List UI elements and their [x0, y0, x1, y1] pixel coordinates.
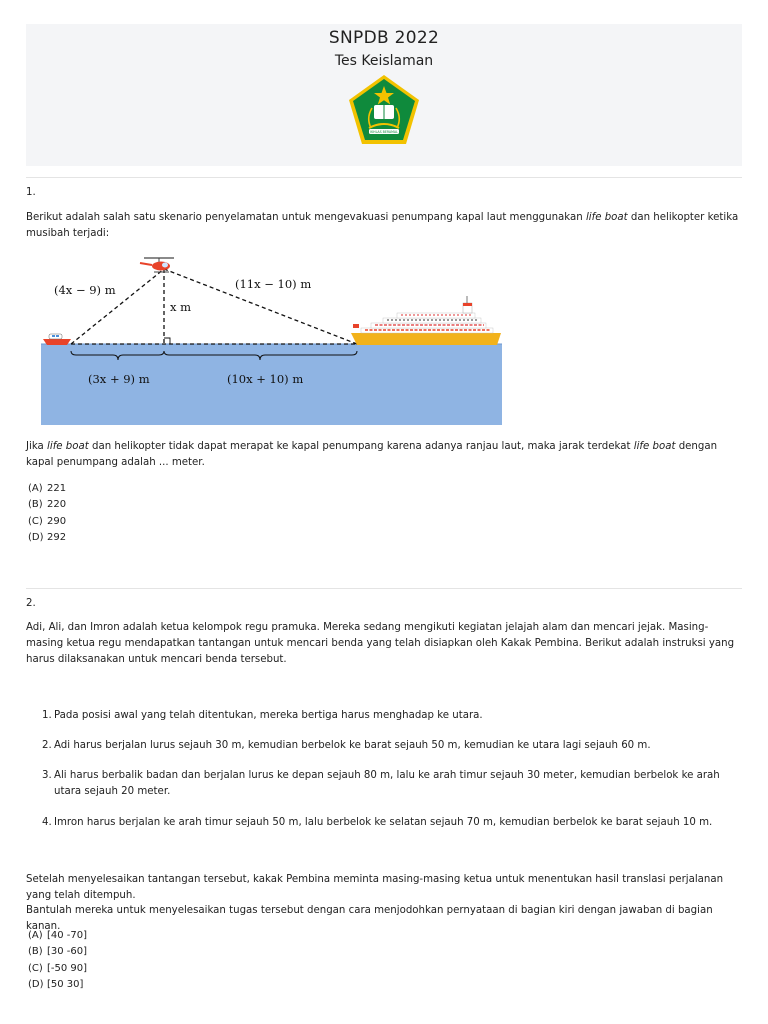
question-2-closing-1: Setelah menyelesaikan tantangan tersebut, kakak Pembina meminta masing-masing ketua untuk menentukan hasil translasi perjalanan yang telah ditempuh.: [26, 874, 724, 901]
left-base-label: (3x + 9) m: [88, 372, 150, 386]
stem-emphasis: life boat: [633, 441, 676, 452]
option-b[interactable]: [28, 497, 66, 513]
instruction-number: 1.: [42, 710, 52, 721]
right-slant-label: (11x − 10) m: [235, 277, 312, 291]
option-text: 290: [47, 515, 67, 527]
option-key: (A): [28, 930, 43, 941]
intro-text: Berikut adalah salah satu skenario penyelamatan untuk mengevakuasi penumpang kapal laut menggunakan: [26, 212, 586, 223]
logo-motto: IKHLAS BERAMAL: [370, 130, 398, 134]
instruction-text: Adi harus berjalan lurus sejauh 30 m, kemudian berbelok ke barat sejauh 50 m, kemudian ke utara lagi sejauh 60 m.: [54, 740, 651, 751]
option-d[interactable]: [28, 977, 87, 993]
question-2-closing-2: Bantulah mereka untuk menyelesaikan tugas tersebut dengan cara menjodohkan pernyataan di bagian kiri dengan jawaban di bagian kanan.: [26, 905, 713, 932]
option-d[interactable]: [28, 530, 66, 546]
divider: [26, 588, 742, 589]
exam-subtitle: Tes Keislaman: [334, 53, 434, 69]
option-c[interactable]: [28, 961, 87, 977]
instruction-number: 2.: [42, 740, 52, 751]
instruction-number: 4.: [42, 817, 52, 828]
right-base-label: (10x + 10) m: [227, 372, 304, 386]
question-1-intro: [26, 210, 742, 242]
option-a[interactable]: [28, 928, 87, 944]
intro-text: dan helikopter ketika musibah terjadi:: [26, 212, 739, 239]
option-key: (C): [28, 515, 43, 527]
intro-emphasis: life boat: [585, 212, 628, 223]
instruction-text: Ali harus berbalik badan dan berjalan lurus ke depan sejauh 80 m, lalu ke arah timur sejauh 30 meter, kemudian berbelok ke arah utara sejauh 20 meter.: [54, 770, 720, 797]
instruction-number: 3.: [42, 770, 52, 781]
option-text: [40 -70]: [47, 930, 88, 941]
option-a[interactable]: [28, 481, 66, 497]
height-label: x m: [170, 300, 192, 314]
stem-text: Jika: [26, 441, 48, 452]
divider: [26, 177, 742, 178]
stem-emphasis: life boat: [47, 441, 89, 452]
instruction-text: Pada posisi awal yang telah ditentukan, mereka bertiga harus menghadap ke utara.: [54, 710, 483, 721]
lifeboat-to-heli-line: [71, 269, 164, 344]
question-2-options: [28, 928, 87, 993]
lifeboat-icon: [43, 334, 71, 345]
question-1-stem: [26, 439, 742, 471]
question-2-number: 2.: [26, 598, 36, 609]
option-b[interactable]: [28, 944, 87, 960]
option-key: (B): [28, 946, 43, 958]
stem-text: dengan kapal penumpang adalah ... meter.: [26, 441, 718, 468]
option-c[interactable]: [28, 514, 66, 530]
ship-icon: [351, 296, 501, 345]
ministry-logo: [347, 74, 421, 146]
option-key: (C): [28, 962, 43, 974]
option-key: (D): [28, 531, 44, 543]
rescue-diagram: [41, 254, 502, 425]
option-key: (D): [28, 978, 44, 990]
stem-text: dan helikopter tidak dapat merapat ke kapal penumpang karena adanya ranjau laut, maka jarak terdekat: [88, 441, 634, 452]
question-2-intro: Adi, Ali, dan Imron adalah ketua kelompok regu pramuka. Mereka sedang mengikuti kegiatan jelajah alam dan mencari jejak. Masing-masing ketua regu mendapatkan tantangan untuk mencari benda yang telah disiapkan oleh Kakak Pembina. Berikut adalah instruksi yang harus dilaksanakan untuk mencari benda tersebut.: [26, 622, 735, 665]
left-slant-label: (4x − 9) m: [54, 283, 116, 297]
instruction-text: Imron harus berjalan ke arah timur sejauh 50 m, lalu berbelok ke selatan sejauh 70 m, kemudian berbelok ke barat sejauh 10 m.: [54, 817, 713, 828]
question-1-options: [28, 481, 66, 546]
exam-title: SNPDB 2022: [328, 28, 440, 48]
option-text: [-50 90]: [47, 962, 88, 974]
exam-header: [26, 24, 742, 166]
helicopter-icon: [140, 258, 174, 272]
option-text: 292: [47, 531, 67, 543]
option-text: 220: [47, 499, 67, 511]
option-text: [30 -60]: [47, 946, 88, 958]
option-text: 221: [47, 483, 67, 494]
option-key: (A): [28, 483, 43, 494]
option-text: [50 30]: [47, 978, 84, 990]
option-key: (B): [28, 499, 43, 511]
question-1-number: 1.: [26, 187, 36, 198]
